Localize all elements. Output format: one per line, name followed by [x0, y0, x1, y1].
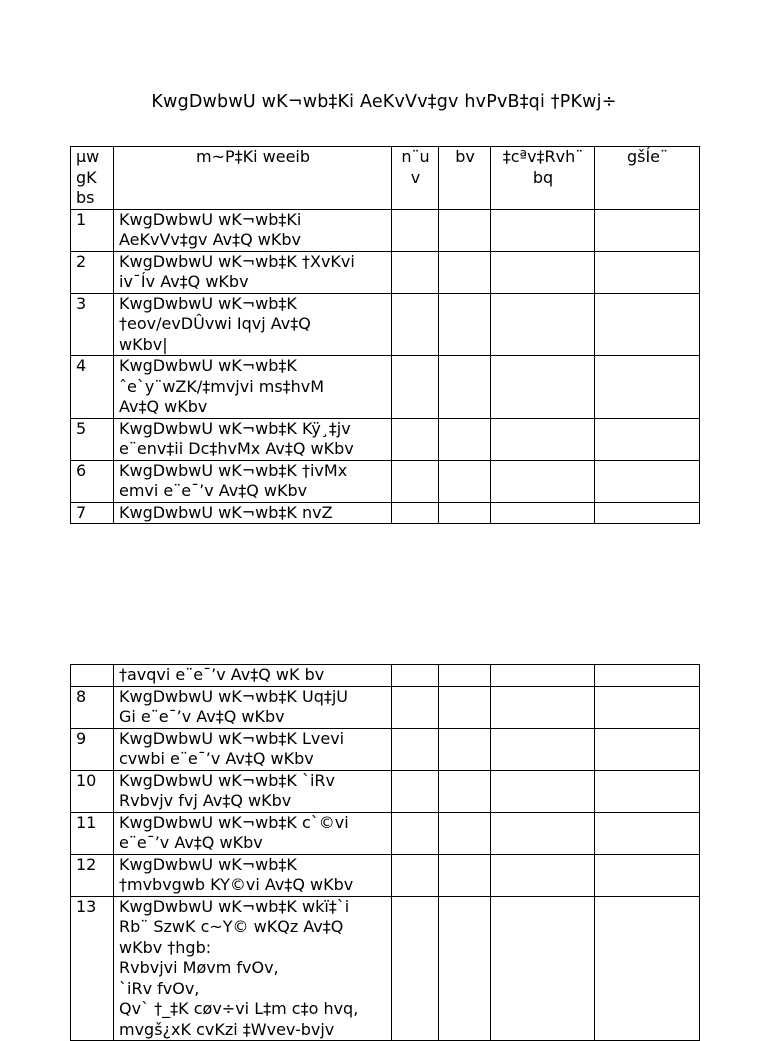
table-row — [71, 460, 700, 502]
not-applicable-cell[interactable] — [491, 356, 595, 419]
no-cell[interactable] — [439, 770, 491, 812]
yes-cell[interactable] — [392, 356, 439, 419]
yes-cell[interactable] — [392, 686, 439, 728]
table-row — [71, 209, 700, 251]
row-description: KwgDwbwU wK¬wb‡K Kÿ¸‡jv e¨env‡ii Dc‡hvMx Av‡Q wKbv — [114, 418, 392, 460]
yes-cell[interactable] — [392, 812, 439, 854]
yes-cell[interactable] — [392, 502, 439, 524]
no-cell[interactable] — [439, 728, 491, 770]
no-cell[interactable] — [439, 812, 491, 854]
table-row — [71, 812, 700, 854]
row-description: KwgDwbwU wK¬wb‡K nvZ — [114, 502, 392, 524]
row-description: KwgDwbwU wK¬wb‡K †eov/evDÛvwi Iqvj Av‡Q wKbv| — [114, 293, 392, 356]
yes-cell[interactable] — [392, 665, 439, 687]
remarks-cell[interactable] — [595, 665, 700, 687]
no-cell[interactable] — [439, 896, 491, 1041]
row-description: KwgDwbwU wK¬wb‡Ki AeKvVv‡gv Av‡Q wKbv — [114, 209, 392, 251]
row-number: 7 — [71, 502, 114, 524]
row-description: †avqvi e¨e¯’v Av‡Q wK bv — [114, 665, 392, 687]
row-description: KwgDwbwU wK¬wb‡K †XvKvi iv¯Ív Av‡Q wKbv — [114, 251, 392, 293]
not-applicable-cell[interactable] — [491, 665, 595, 687]
row-number: 11 — [71, 812, 114, 854]
table-row — [71, 770, 700, 812]
not-applicable-cell[interactable] — [491, 418, 595, 460]
no-cell[interactable] — [439, 293, 491, 356]
table-row — [71, 356, 700, 419]
remarks-cell[interactable] — [595, 728, 700, 770]
remarks-cell[interactable] — [595, 209, 700, 251]
not-applicable-cell[interactable] — [491, 686, 595, 728]
table-row — [71, 293, 700, 356]
not-applicable-cell[interactable] — [491, 209, 595, 251]
not-applicable-cell[interactable] — [491, 251, 595, 293]
table-row — [71, 854, 700, 896]
yes-cell[interactable] — [392, 770, 439, 812]
remarks-cell[interactable] — [595, 293, 700, 356]
not-applicable-cell[interactable] — [491, 812, 595, 854]
yes-cell[interactable] — [392, 460, 439, 502]
not-applicable-cell[interactable] — [491, 293, 595, 356]
yes-cell[interactable] — [392, 896, 439, 1041]
no-cell[interactable] — [439, 251, 491, 293]
no-cell[interactable] — [439, 209, 491, 251]
no-cell[interactable] — [439, 854, 491, 896]
header-serial-number: µw gK bs — [71, 147, 114, 210]
table-row — [71, 418, 700, 460]
no-cell[interactable] — [439, 356, 491, 419]
no-cell[interactable] — [439, 460, 491, 502]
remarks-cell[interactable] — [595, 770, 700, 812]
remarks-cell[interactable] — [595, 854, 700, 896]
remarks-cell[interactable] — [595, 356, 700, 419]
row-description: KwgDwbwU wK¬wb‡K c`©vi e¨e¯’v Av‡Q wKbv — [114, 812, 392, 854]
table-row — [71, 728, 700, 770]
no-cell[interactable] — [439, 665, 491, 687]
header-not-applicable: ‡cªv‡Rvh¨ bq — [491, 147, 595, 210]
row-number: 8 — [71, 686, 114, 728]
no-cell[interactable] — [439, 418, 491, 460]
header-no: bv — [439, 147, 491, 210]
table-row — [71, 502, 700, 524]
row-description: KwgDwbwU wK¬wb‡K †mvbvgwb KY©vi Av‡Q wKbv — [114, 854, 392, 896]
yes-cell[interactable] — [392, 209, 439, 251]
remarks-cell[interactable] — [595, 896, 700, 1041]
table-header-row — [71, 147, 700, 210]
header-remarks: gšÍe¨ — [595, 147, 700, 210]
yes-cell[interactable] — [392, 728, 439, 770]
row-number: 6 — [71, 460, 114, 502]
table-row — [71, 896, 700, 1041]
row-description: KwgDwbwU wK¬wb‡K `iRv Rvbvjv fvj Av‡Q wKbv — [114, 770, 392, 812]
remarks-cell[interactable] — [595, 418, 700, 460]
not-applicable-cell[interactable] — [491, 728, 595, 770]
page-title: KwgDwbwU wK¬wb‡Ki AeKvVv‡gv hvPvB‡qi †PKwj÷ — [151, 92, 617, 112]
row-number: 12 — [71, 854, 114, 896]
row-number — [71, 665, 114, 687]
row-description: KwgDwbwU wK¬wb‡K Uq‡jU Gi e¨e¯’v Av‡Q wKbv — [114, 686, 392, 728]
table-row-continuation — [71, 665, 700, 687]
not-applicable-cell[interactable] — [491, 770, 595, 812]
row-number: 1 — [71, 209, 114, 251]
yes-cell[interactable] — [392, 418, 439, 460]
remarks-cell[interactable] — [595, 460, 700, 502]
row-number: 10 — [71, 770, 114, 812]
row-number: 3 — [71, 293, 114, 356]
row-number: 9 — [71, 728, 114, 770]
not-applicable-cell[interactable] — [491, 854, 595, 896]
header-yes: n¨u v — [392, 147, 439, 210]
row-number: 4 — [71, 356, 114, 419]
row-description: KwgDwbwU wK¬wb‡K †ivMx emvi e¨e¯’v Av‡Q wKbv — [114, 460, 392, 502]
row-description: KwgDwbwU wK¬wb‡K Lvevi cvwbi e¨e¯’v Av‡Q wKbv — [114, 728, 392, 770]
checklist-table-part1 — [70, 146, 700, 524]
not-applicable-cell[interactable] — [491, 460, 595, 502]
table-row — [71, 251, 700, 293]
remarks-cell[interactable] — [595, 251, 700, 293]
yes-cell[interactable] — [392, 251, 439, 293]
yes-cell[interactable] — [392, 854, 439, 896]
remarks-cell[interactable] — [595, 686, 700, 728]
row-number: 13 — [71, 896, 114, 1041]
remarks-cell[interactable] — [595, 502, 700, 524]
header-description: m~P‡Ki weeib — [114, 147, 392, 210]
checklist-table-part2 — [70, 664, 700, 1041]
row-number: 2 — [71, 251, 114, 293]
no-cell[interactable] — [439, 686, 491, 728]
no-cell[interactable] — [439, 502, 491, 524]
table-row — [71, 686, 700, 728]
row-description: KwgDwbwU wK¬wb‡K ˆe`y¨wZK/‡mvjvi ms‡hvM Av‡Q wKbv — [114, 356, 392, 419]
row-description: KwgDwbwU wK¬wb‡K wkï‡`i Rb¨ SzwK c~Y© wKQz Av‡Q wKbv †hgb: Rvbvjvi Møvm fvOv, `iRv fvOv, Qv` †_‡K cøv÷vi L‡m c‡o hvq, mvgš¿xK cvKzi ‡Wvev-bvjv — [114, 896, 392, 1041]
row-number: 5 — [71, 418, 114, 460]
yes-cell[interactable] — [392, 293, 439, 356]
remarks-cell[interactable] — [595, 812, 700, 854]
not-applicable-cell[interactable] — [491, 896, 595, 1041]
not-applicable-cell[interactable] — [491, 502, 595, 524]
